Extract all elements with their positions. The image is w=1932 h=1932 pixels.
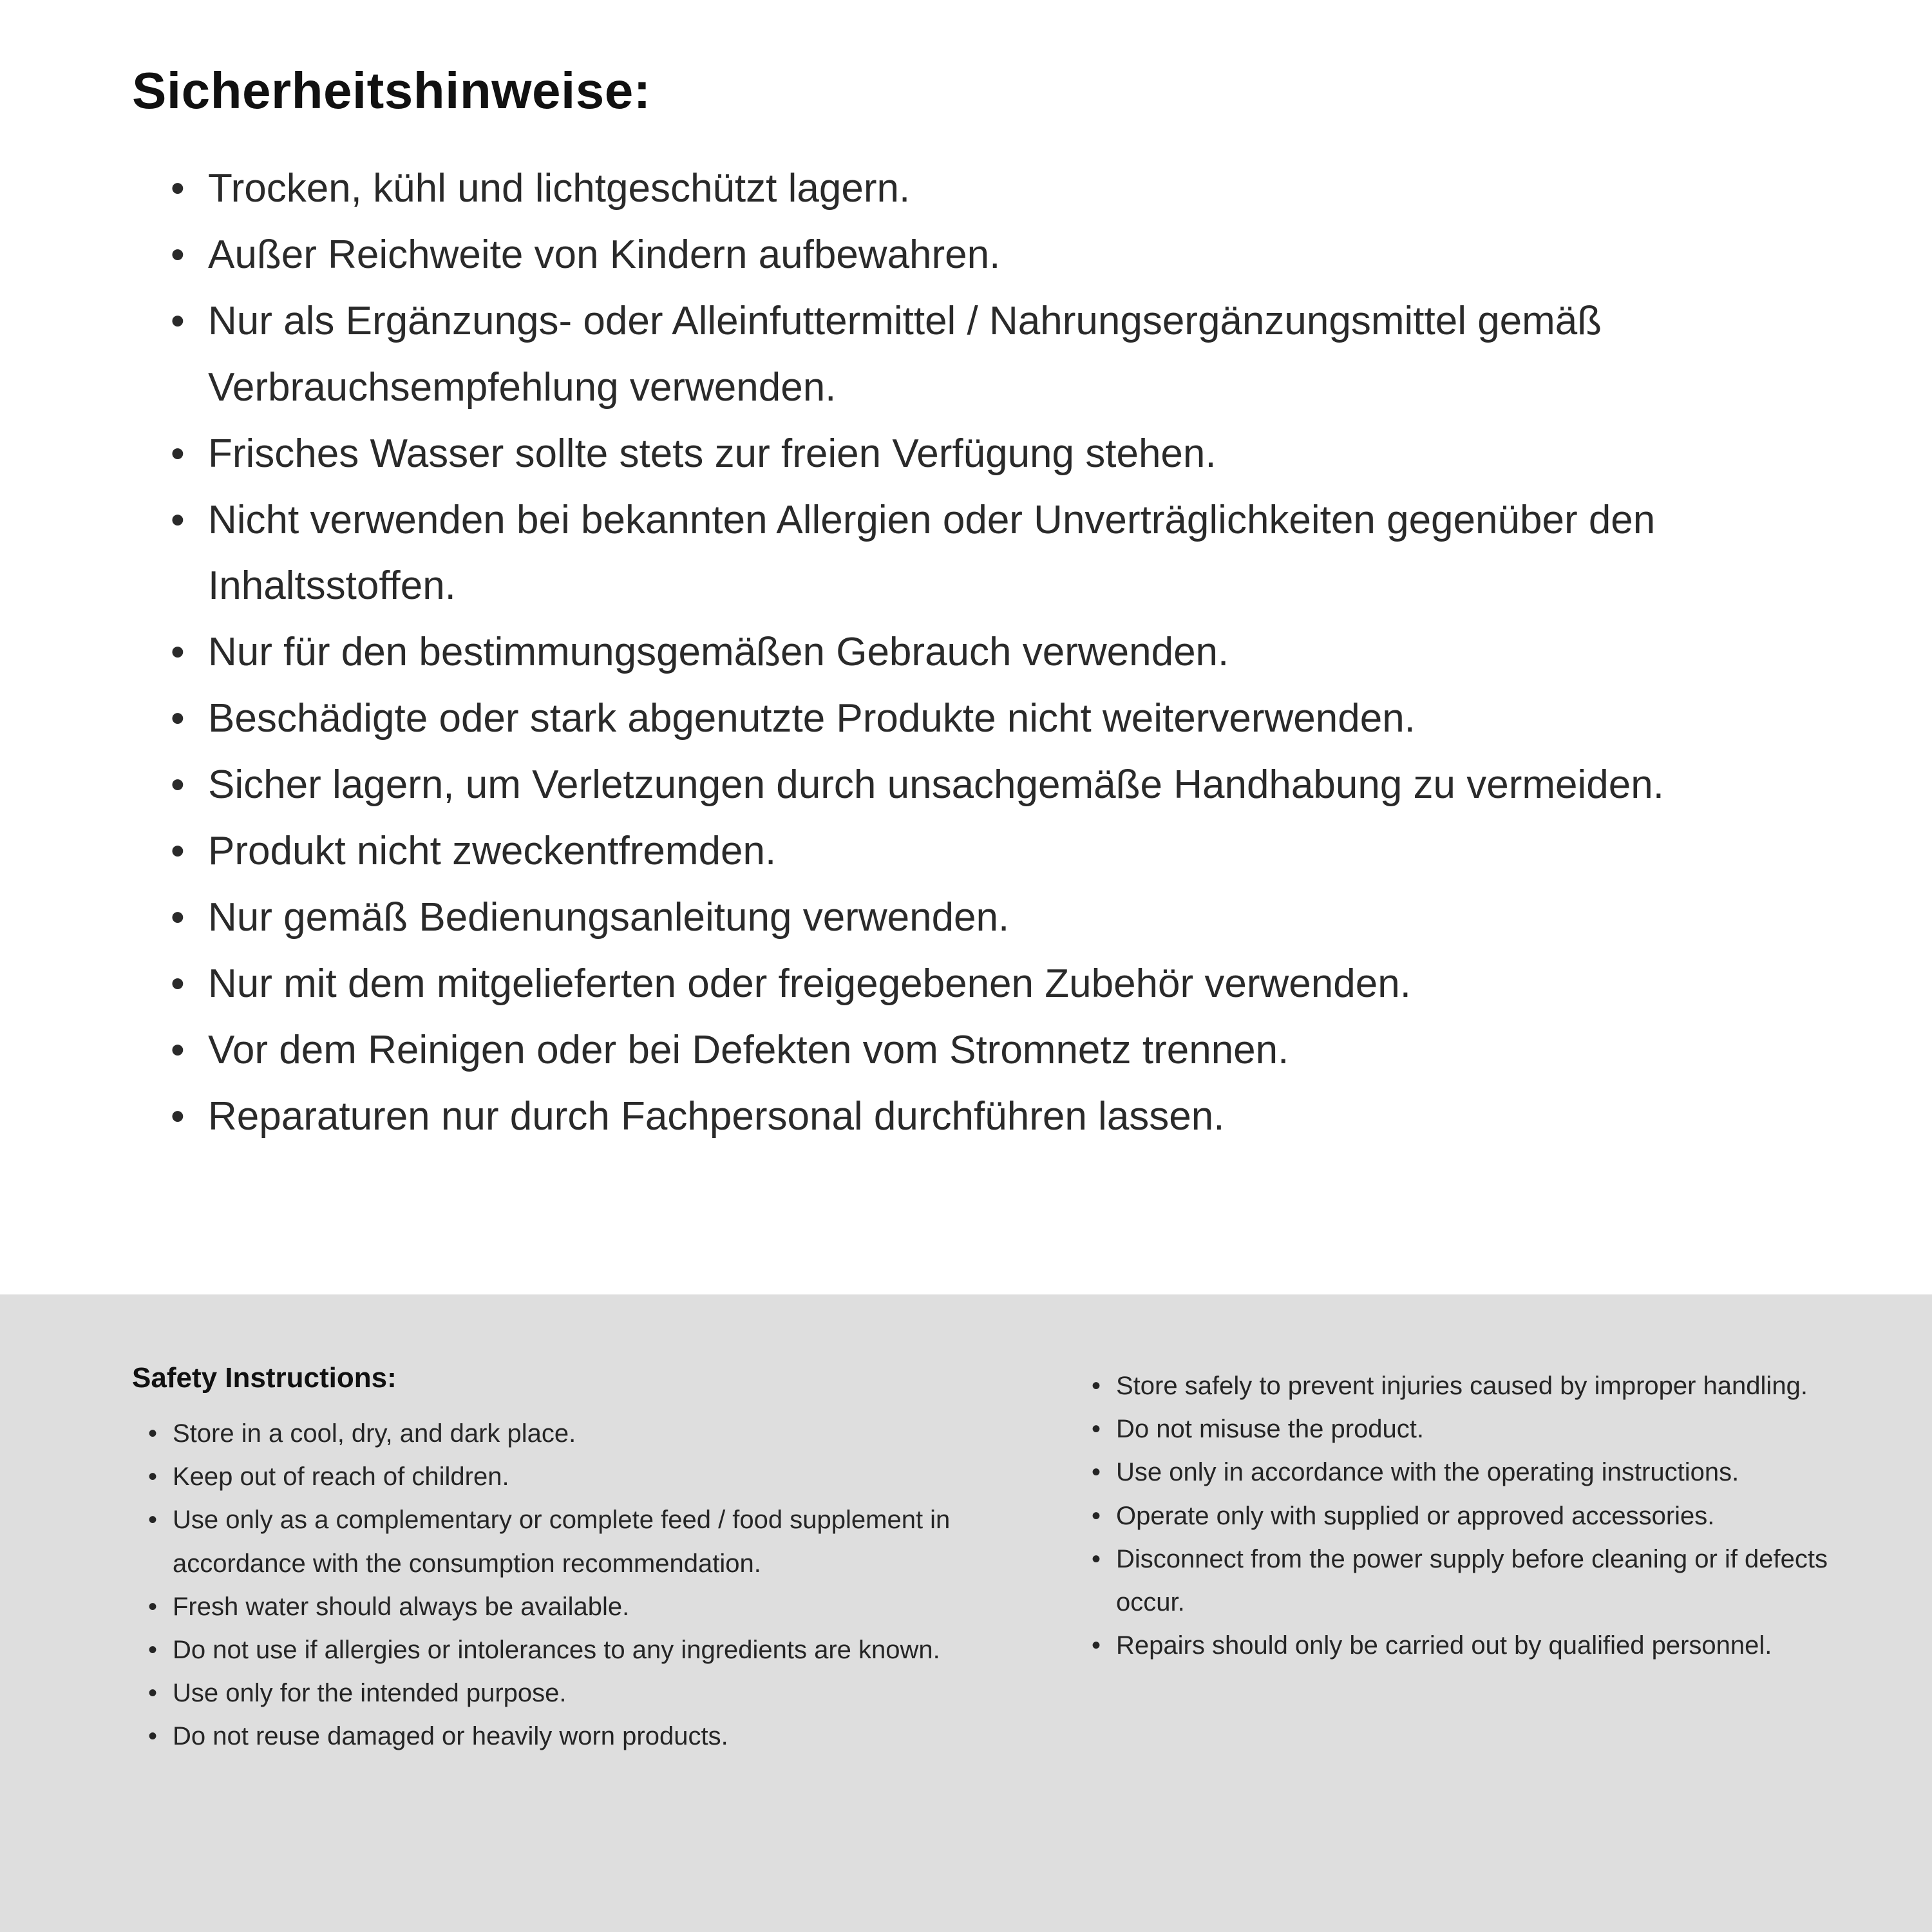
list-item-text: Reparaturen nur durch Fachpersonal durchführen lassen. [208,1094,1225,1139]
bullet-icon: • [148,1592,158,1621]
list-item [148,1586,995,1629]
list-item-text: Nur als Ergänzungs- oder Alleinfuttermittel / Nahrungsergänzungsmittel gemäß Verbrauchsempfehlung verwenden. [208,298,1602,410]
list-item-text: Use only as a complementary or complete feed / food supplement in accordance with the consumption recommendation. [173,1506,951,1578]
list-item [171,1018,1800,1084]
bullet-icon: • [148,1463,158,1492]
bullet-icon: • [171,431,185,476]
list-item-text: Vor dem Reinigen oder bei Defekten vom Stromnetz trennen. [208,1027,1289,1072]
bullet-icon: • [1092,1501,1101,1530]
bullet-icon: • [1092,1372,1101,1400]
list-item [148,1499,995,1585]
bullet-icon: • [1092,1458,1101,1487]
english-section-title: Safety Instructions: [132,1362,397,1394]
list-item [148,1412,995,1455]
bullet-icon: • [148,1506,158,1535]
list-item-text: Use only in accordance with the operating instructions. [1116,1458,1739,1487]
list-item-text: Fresh water should always be available. [173,1592,630,1621]
bullet-icon: • [1092,1544,1101,1573]
english-safety-section [0,1294,1932,1932]
list-item [1092,1538,1890,1624]
english-safety-list-right [1092,1365,1890,1667]
list-item [1092,1495,1890,1538]
bullet-icon: • [171,166,185,211]
list-item-text: Disconnect from the power supply before cleaning or if defects occur. [1116,1544,1828,1616]
bullet-icon: • [171,1027,185,1072]
list-item-text: Store in a cool, dry, and dark place. [173,1419,576,1448]
english-left-column [132,1362,995,1932]
bullet-icon: • [171,895,185,940]
list-item-text: Do not use if allergies or intolerances to any ingredients are known. [173,1635,940,1664]
list-item-text: Do not misuse the product. [1116,1415,1425,1444]
bullet-icon: • [1092,1415,1101,1444]
list-item [171,421,1800,488]
bullet-icon: • [171,232,185,277]
bullet-icon: • [171,961,185,1006]
list-item [171,1084,1800,1150]
list-item-text: Produkt nicht zweckentfremden. [208,829,777,874]
list-item [148,1715,995,1758]
list-item [171,222,1800,289]
list-item-text: Repairs should only be carried out by qualified personnel. [1116,1631,1772,1660]
list-item [1092,1624,1890,1667]
bullet-icon: • [148,1419,158,1448]
list-item-text: Sicher lagern, um Verletzungen durch unsachgemäße Handhabung zu vermeiden. [208,762,1664,808]
list-item [1092,1451,1890,1494]
english-safety-list-left [132,1412,995,1759]
bullet-icon: • [171,630,185,675]
list-item [171,951,1800,1018]
list-item [171,819,1800,885]
list-item [148,1455,995,1499]
bullet-icon: • [171,829,185,874]
list-item [171,752,1800,819]
list-item-text: Nur für den bestimmungsgemäßen Gebrauch verwenden. [208,630,1229,675]
bullet-icon: • [148,1722,158,1751]
list-item [171,156,1800,222]
list-item [171,620,1800,686]
bullet-icon: • [171,696,185,741]
list-item [1092,1408,1890,1451]
list-item-text: Außer Reichweite von Kindern aufbewahren. [208,232,1001,277]
list-item-text: Do not reuse damaged or heavily worn products. [173,1722,728,1751]
bullet-icon: • [171,762,185,808]
bullet-icon: • [148,1679,158,1708]
bullet-icon: • [1092,1631,1101,1660]
list-item [171,686,1800,752]
list-item-text: Nicht verwenden bei bekannten Allergien oder Unverträglichkeiten gegenüber den Inhaltsstoffen. [208,497,1656,609]
list-item-text: Trocken, kühl und lichtgeschützt lagern. [208,166,911,211]
list-item [148,1672,995,1715]
bullet-icon: • [171,497,185,542]
list-item-text: Nur gemäß Bedienungsanleitung verwenden. [208,895,1010,940]
list-item-text: Store safely to prevent injuries caused by improper handling. [1116,1372,1808,1400]
list-item-text: Operate only with supplied or approved accessories. [1116,1501,1715,1530]
list-item [148,1629,995,1672]
list-item-text: Keep out of reach of children. [173,1463,509,1492]
bullet-icon: • [171,298,185,343]
german-section-title: Sicherheitshinweise: [132,62,651,119]
list-item-text: Beschädigte oder stark abgenutzte Produkte nicht weiterverwenden. [208,696,1416,741]
list-item [171,488,1800,620]
list-item-text: Nur mit dem mitgelieferten oder freigegebenen Zubehör verwenden. [208,961,1411,1006]
list-item [171,289,1800,421]
list-item-text: Frisches Wasser sollte stets zur freien Verfügung stehen. [208,431,1217,476]
german-safety-list [132,156,1800,1150]
bullet-icon: • [148,1635,158,1664]
list-item-text: Use only for the intended purpose. [173,1679,567,1708]
english-right-column [1092,1362,1890,1932]
bullet-icon: • [171,1094,185,1139]
list-item [171,885,1800,951]
list-item [1092,1365,1890,1408]
